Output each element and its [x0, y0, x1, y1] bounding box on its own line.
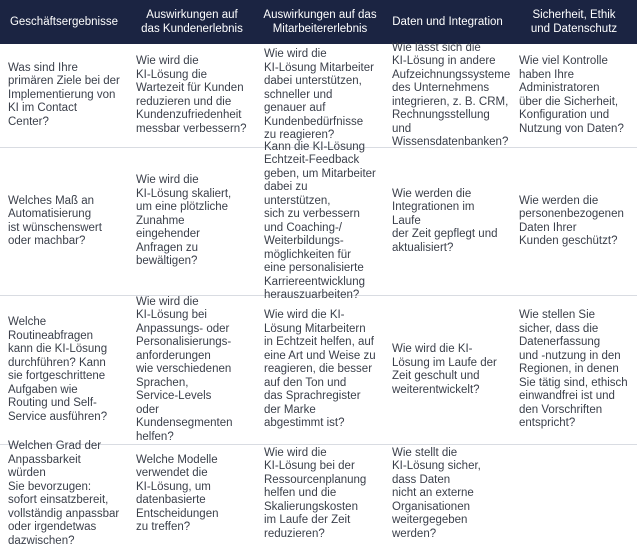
- cell-text: Wie wird die KI-Lösung die Wartezeit für Kunden reduzieren und die Kundenzufriedenheit messbar verbessern?: [136, 55, 247, 135]
- header-data-integration: Daten und Integration: [384, 0, 511, 44]
- table-cell: [256, 44, 384, 148]
- cell-text: Wie stellt die KI-Lösung sicher, dass Daten nicht an externe Organisationen weitergegeben werden?: [392, 446, 481, 540]
- table-cell: [0, 148, 128, 296]
- table-cell: [0, 296, 128, 445]
- header-employee-experience: Auswirkungen auf das Mitarbeitererlebnis: [256, 0, 384, 44]
- header-customer-experience: Auswirkungen auf das Kundenerlebnis: [128, 0, 256, 44]
- table-cell: [128, 445, 256, 543]
- cell-text: Welches Maß an Automatisierung ist wünschenswert oder machbar?: [8, 194, 102, 247]
- table-cell: [256, 445, 384, 543]
- table-cell: [128, 44, 256, 148]
- cell-text: Wie werden die personenbezogenen Daten Ihrer Kunden geschützt?: [519, 194, 624, 247]
- table-cell: [0, 44, 128, 148]
- table-cell: [511, 296, 637, 445]
- cell-text: Wie werden die Integrationen im Laufe der Zeit gepflegt und aktualisiert?: [392, 187, 498, 254]
- cell-text: Wie wird die KI- Lösung im Laufe der Zeit geschult und weiterentwickelt?: [392, 343, 497, 396]
- table-cell: [384, 445, 511, 543]
- cell-text: Kann die KI-Lösung Echtzeit-Feedback geben, um Mitarbeiter dabei zu unterstützen, sich zu verbessern und Coaching-/ Weiterbildungs- möglichkeiten für eine personalisierte Karriereentwicklung herauszuarbeiten?: [264, 140, 376, 301]
- table-cell: [511, 44, 637, 148]
- table-cell: [384, 296, 511, 445]
- table-cell: [384, 41, 511, 148]
- table-cell: [0, 440, 128, 547]
- table-cell-empty: [511, 445, 637, 543]
- table-cell: [256, 140, 384, 301]
- cell-text: Welchen Grad der Anpassbarkeit würden Sie bevorzugen: sofort einsatzbereit, vollständig anpassbar oder irgendetwas dazwischen?: [8, 440, 120, 547]
- cell-text: Was sind Ihre primären Ziele bei der Implementierung von KI im Contact Center?: [8, 61, 120, 128]
- cell-text: Welche Modelle verwendet die KI-Lösung, um datenbasierte Entscheidungen zu treffen?: [136, 453, 219, 533]
- table-cell: [511, 148, 637, 296]
- cell-text: Wie wird die KI-Lösung bei der Ressourcenplanung helfen und die Skalierungskosten im Laufe der Zeit reduzieren?: [264, 446, 367, 540]
- cell-text: Welche Routineabfragen kann die KI-Lösung durchführen? Kann sie fortgeschrittene Aufgaben wie Routing und Self- Service ausführen?: [8, 316, 108, 423]
- cell-text: Wie lässt sich die KI-Lösung in andere Aufzeichnungssysteme des Unternehmens integrieren, z. B. CRM, Rechnungsstellung und Wissensdatenbanken?: [392, 41, 511, 148]
- cell-text: Wie wird die KI-Lösung skaliert, um eine plötzliche Zunahme eingehender Anfragen zu bewältigen?: [136, 174, 232, 268]
- cell-text: Wie wird die KI- Lösung Mitarbeitern in Echtzeit helfen, auf eine Art und Weise zu reagieren, die besser auf den Ton und das Sprachregister der Marke abgestimmt ist?: [264, 309, 376, 430]
- cell-text: Wie wird die KI-Lösung Mitarbeiter dabei unterstützen, schneller und genauer auf Kundenbedürfnisse zu reagieren?: [264, 48, 374, 142]
- cell-text: Wie stellen Sie sicher, dass die Datenerfassung und -nutzung in den Regionen, in denen Sie tätig sind, ethisch einwandfrei ist und den Vorschriften entspricht?: [519, 309, 628, 430]
- header-security-ethics-privacy: Sicherheit, Ethik und Datenschutz: [511, 0, 637, 44]
- table-cell: [128, 296, 256, 445]
- cell-text: Wie wird die KI-Lösung bei Anpassungs- oder Personalisierungs- anforderungen wie verschiedenen Sprachen, Service-Levels oder Kundensegmenten helfen?: [136, 295, 233, 443]
- table-cell: [384, 148, 511, 296]
- table-cell: [256, 296, 384, 445]
- table-cell: [128, 148, 256, 296]
- cell-text: Wie viel Kontrolle haben Ihre Administratoren über die Sicherheit, Konfiguration und Nutzung von Daten?: [519, 55, 624, 135]
- header-business-outcomes: Geschäftsergebnisse: [0, 0, 128, 44]
